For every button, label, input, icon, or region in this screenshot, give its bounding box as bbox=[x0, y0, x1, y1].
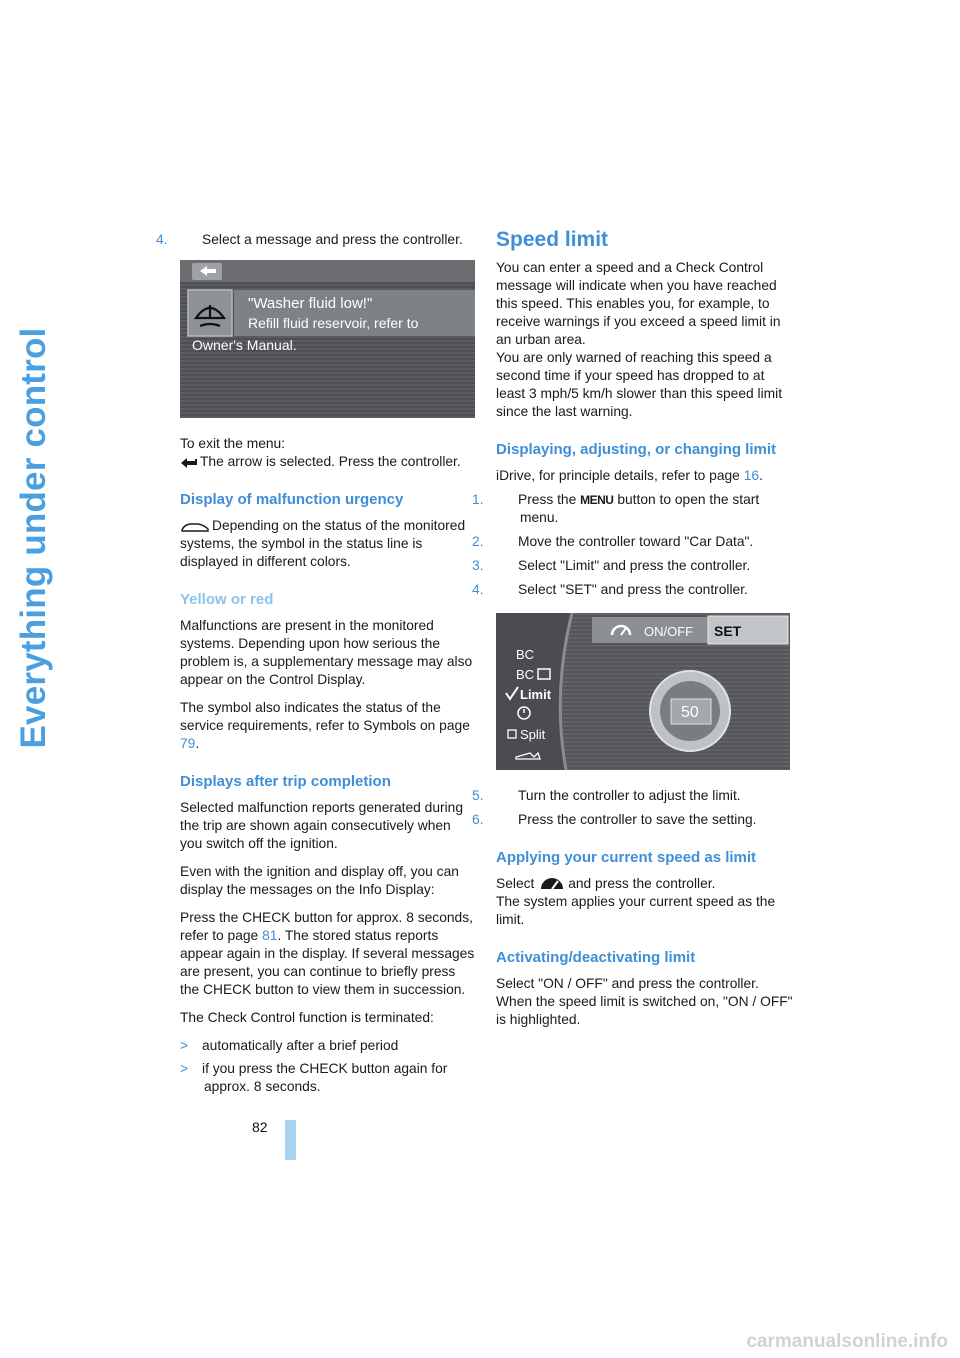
bullet-item: > if you press the CHECK button again for approx. 8 seconds. bbox=[180, 1061, 448, 1094]
screen-menu-item: Split bbox=[520, 727, 546, 742]
car-status-icon bbox=[180, 521, 210, 533]
exit-text: The arrow is selected. Press the controller. bbox=[180, 453, 475, 471]
step-text: Select a message and press the controller. bbox=[202, 232, 463, 247]
heading-malfunction-urgency: Display of malfunction urgency bbox=[180, 491, 404, 508]
speed-limit-value: 50 bbox=[681, 704, 699, 721]
step-4 bbox=[156, 231, 475, 249]
trip-check-paragraph: Press the CHECK button for approx. 8 seconds, refer to page 81. The stored status reports appear again in the display. If several messages are present, you can continue to briefly press the CHECK button to view them in succession. bbox=[180, 910, 475, 997]
washer-fluid-screen-image bbox=[180, 260, 475, 418]
heading-displaying-limit: Displaying, adjusting, or changing limit bbox=[496, 441, 777, 458]
apply-paragraph: The system applies your current speed as the limit. bbox=[496, 894, 776, 927]
screen-message-line: Refill fluid reservoir, refer to bbox=[248, 315, 419, 331]
yellow-paragraph: Malfunctions are present in the monitored systems. Depending upon how serious the problem is, a supplementary message may also appear on the Control Display. bbox=[180, 618, 473, 687]
screen-message-title: "Washer fluid low!" bbox=[248, 295, 373, 312]
step-2: 2. Move the controller toward "Car Data". bbox=[472, 534, 754, 549]
page-link-79[interactable]: 79 bbox=[180, 736, 196, 751]
trip-paragraph: The Check Control function is terminated: bbox=[180, 1010, 434, 1025]
activate-paragraph: When the speed limit is switched on, "ON / OFF" is highlighted. bbox=[496, 994, 793, 1027]
service-paragraph: The symbol also indicates the status of the service requirements, refer to Symbols on page 79. bbox=[180, 700, 470, 751]
back-arrow-icon bbox=[180, 457, 198, 469]
screen-message-line: Owner's Manual. bbox=[192, 337, 297, 353]
idrive-paragraph: iDrive, for principle details, refer to page 16. bbox=[496, 468, 763, 483]
washer-fluid-screen bbox=[180, 260, 475, 423]
trip-paragraph: Even with the ignition and display off, you can display the messages on the Info Display: bbox=[180, 864, 459, 897]
speedometer-icon bbox=[538, 875, 566, 891]
speed-paragraph: You are only warned of reaching this speed a second time if your speed has dropped to at least 3 mph/5 km/h slower than this speed limit since the last warning. bbox=[496, 350, 783, 419]
step-3: 3. Select "Limit" and press the controller. bbox=[472, 558, 751, 573]
screen-set-label: SET bbox=[714, 623, 742, 639]
page-link-81[interactable]: 81 bbox=[262, 928, 278, 943]
watermark-footer bbox=[0, 1328, 960, 1358]
menu-button-icon: MENU bbox=[580, 493, 614, 507]
step-4-right: 4. Select "SET" and press the controller. bbox=[472, 582, 748, 597]
screen-menu-item: BC bbox=[516, 667, 535, 682]
speed-limit-screen-image bbox=[496, 613, 790, 770]
heading-activate-limit: Activating/deactivating limit bbox=[496, 949, 696, 966]
heading-apply-current-speed: Applying your current speed as limit bbox=[496, 849, 757, 866]
heading-trip-completion: Displays after trip completion bbox=[180, 773, 391, 790]
urgency-text: Depending on the status of the monitored systems, the symbol in the status line is displayed in different colors. bbox=[180, 518, 466, 569]
step-number: 4. bbox=[156, 232, 168, 247]
bullet-item: > automatically after a brief period bbox=[180, 1038, 399, 1053]
heading-speed-limit: Speed limit bbox=[496, 228, 609, 251]
page-number: 82 bbox=[252, 1119, 268, 1135]
exit-intro: To exit the menu: bbox=[180, 436, 286, 451]
step-5: 5. Turn the controller to adjust the limit. bbox=[472, 788, 741, 803]
apply-paragraph: Select and press the controller. bbox=[496, 876, 716, 891]
speed-paragraph: You can enter a speed and a Check Control message will indicate when you have reached this speed. This enables you, for example, to receive warnings if you exceed a speed limit in an urban area. bbox=[496, 260, 781, 347]
screen-menu-item: BC bbox=[516, 647, 535, 662]
side-title-text: Everything under control bbox=[14, 327, 53, 749]
right-column bbox=[472, 228, 796, 1034]
screen-menu-item-selected: Limit bbox=[520, 687, 552, 702]
activate-paragraph: Select "ON / OFF" and press the controller. bbox=[496, 976, 759, 991]
watermark-text: carmanualsonline.info bbox=[746, 1331, 948, 1352]
screen-onoff-label: ON/OFF bbox=[644, 624, 694, 639]
side-title bbox=[14, 228, 54, 848]
trip-paragraph: Selected malfunction reports generated during the trip are shown again consecutively when you switch off the ignition. bbox=[180, 800, 464, 851]
page-link-16[interactable]: 16 bbox=[743, 468, 760, 483]
step-1: 1. Press the MENU button to open the start menu. bbox=[472, 492, 760, 525]
page-marker-bar bbox=[285, 1120, 296, 1160]
speed-limit-screen bbox=[496, 613, 796, 775]
heading-yellow-or-red: Yellow or red bbox=[180, 591, 274, 608]
step-6: 6. Press the controller to save the setting. bbox=[472, 812, 757, 827]
left-column bbox=[156, 231, 475, 1101]
